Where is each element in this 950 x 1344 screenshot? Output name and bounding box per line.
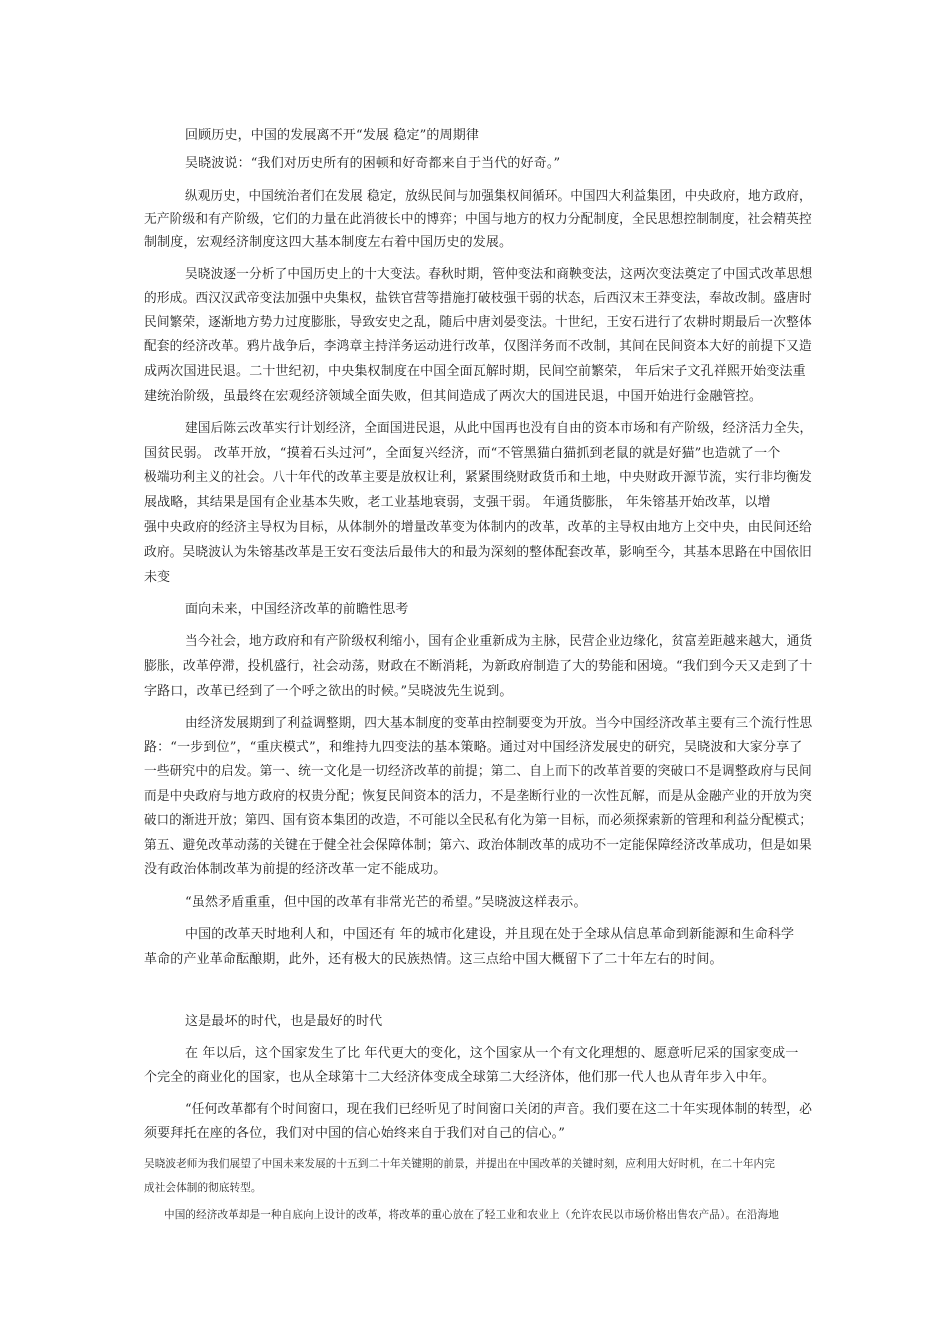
text-line: “任何改革都有个时间窗口，现在我们已经听见了时间窗口关闭的声音。我们要在这二十年实现体制的转型，必 [185,1102,813,1117]
text-line: 政府。吴晓波认为朱镕基改革是王安石变法后最伟大的和最为深刻的整体配套改革，影响至今，其基本思路在中国依旧 [144,545,812,560]
text-line: 革命的产业革命酝酿期，此外，还有极大的民族热情。这三点给中国大概留下了二十年左右的时间。 [144,952,723,967]
text-line: 中国的改革天时地利人和，中国还有 年的城市化建设，并且现在处于全球从信息革命到新能源和生命科学 [185,927,795,942]
text-line: 极端功利主义的社会。八十年代的改革主要是放权让利，紧紧围绕财政货币和土地，中央财政开源节流，实行非均衡发 [144,470,812,485]
text-line: 由经济发展期到了利益调整期，四大基本制度的变革由控制要变为开放。当今中国经济改革主要有三个流行性思 [185,716,813,731]
section-heading-future: 面向未来，中国经济改革的前瞻性思考 [185,602,409,617]
text-line: 须要拜托在座的各位，我们对中国的信心始终来自于我们对自己的信心。” [144,1126,566,1141]
text-line: 无产阶级和有产阶级，它们的力量在此消彼长中的博弈；中国与地方的权力分配制度，全民思想控制制度，社会精英控 [144,212,812,227]
section-heading-cycle: 回顾历史，中国的发展离不开“发展 稳定”的周期律 [185,128,480,143]
quote-curiosity: 吴晓波说：“我们对历史所有的困顿和好奇都来自于当代的好奇。” [185,156,561,171]
text-line: 在 年以后，这个国家发生了比 年代更大的变化，这个国家从一个有文化理想的、愿意听尼采的国家变成一 [185,1046,799,1061]
text-line: 纵观历史，中国统治者们在发展 稳定，放纵民间与加强集权间循环。中国四大利益集团，中央政府，地方政府， [185,189,812,204]
text-line: 国贫民弱。 改革开放，“摸着石头过河”，全面复兴经济，而“不管黑猫白猫抓到老鼠的就是好猫”也造就了一个 [144,446,781,461]
text-line: 建国后陈云改革实行计划经济，全面国进民退，从此中国再也没有自由的资本市场和有产阶级，经济活力全失， [185,421,813,436]
text-line: 路：“一步到位”，“重庆模式”，和维持九四变法的基本策略。通过对中国经济发展史的研究，吴晓波和大家分享了 [144,740,803,755]
text-line: 制制度，宏观经济制度这四大基本制度左右着中国历史的发展。 [144,235,513,250]
text-line: 而是中央政府与地方政府的权贵分配；恢复民间资本的活力，不是垄断行业的一次性瓦解，而是从金融产业的开放为突 [144,789,812,804]
text-line: 未变 [144,570,171,585]
text-line: 吴晓波老师为我们展望了中国未来发展的十五到二十年关键期的前景，并提出在中国改革的关键时刻，应利用大好时机，在二十年内完 [144,1158,775,1170]
quote-hope: “虽然矛盾重重，但中国的改革有非常光芒的希望。”吴晓波这样表示。 [185,895,587,910]
paragraph-bottom-up-reform: 中国的经济改革却是一种自底向上设计的改革，将改革的重心放在了轻工业和农业上（允许农民以市场价格出售农产品）。在沿海地 [164,1209,779,1221]
text-line: 吴晓波逐一分析了中国历史上的十大变法。春秋时期，管仲变法和商鞅变法，这两次变法奠定了中国式改革思想 [185,267,813,282]
text-line: 的形成。西汉汉武帝变法加强中央集权，盐铁官营等措施打破枝强干弱的状态，后西汉末王莽变法，奉故改制。盛唐时 [144,291,812,306]
text-line: 破口的渐进开放；第四、国有资本集团的改造，不可能以全民私有化为第一目标，而必须探索新的管理和利益分配模式； [144,813,812,828]
text-line: 民间繁荣，逐渐地方势力过度膨胀，导致安史之乱，随后中唐刘晏变法。十世纪，王安石进行了农耕时期最后一次整体 [144,315,812,330]
text-line: 成社会体制的彻底转型。 [144,1182,262,1194]
text-line: 建统治阶级，虽最终在宏观经济领域全面失败，但其间造成了两次大的国进民退，中国开始进行金融管控。 [144,389,763,404]
text-line: 成两次国进民退。二十世纪初，中央集权制度在中国全面瓦解时期，民间空前繁荣， 年后宋子文孔祥熙开始变法重 [144,364,806,379]
text-line: 字路口，改革已经到了一个呼之欲出的时候。”吴晓波先生说到。 [144,684,513,699]
text-line: 配套的经济改革。鸦片战争后，李鸿章主持洋务运动进行改革，仅图洋务而不改制，其间在民间资本大好的前提下又造 [144,339,812,354]
text-line: 个完全的商业化的国家，也从全球第十二大经济体变成全球第二大经济体，他们那一代人也从青年步入中年。 [144,1070,776,1085]
text-line: 当今社会，地方政府和有产阶级权利缩小，国有企业重新成为主脉，民营企业边缘化，贫富差距越来越大，通货 [185,634,813,649]
text-line: 一些研究中的启发。第一、统一文化是一切经济改革的前提；第二、自上而下的改革首要的突破口不是调整政府与民间 [144,764,812,779]
text-line: 没有政治体制改革为前提的经济改革一定不能成功。 [144,862,447,877]
section-heading-era: 这是最坏的时代，也是最好的时代 [185,1014,383,1029]
text-line: 展战略，其结果是国有企业基本失败，老工业基地衰弱，支强干弱。 年通货膨胀， 年朱镕基开始改革，以增 [144,495,771,510]
text-line: 第五、避免改革动荡的关键在于健全社会保障体制；第六、政治体制改革的成功不一定能保障经济改革成功，但是如果 [144,838,812,853]
text-line: 膨胀，改革停滞，投机盛行，社会动荡，财政在不断消耗，为新政府制造了大的势能和困境。“我们到今天又走到了十 [144,659,813,674]
text-line: 强中央政府的经济主导权为目标，从体制外的增量改革变为体制内的改革，改革的主导权由地方上交中央，由民间还给 [144,520,812,535]
